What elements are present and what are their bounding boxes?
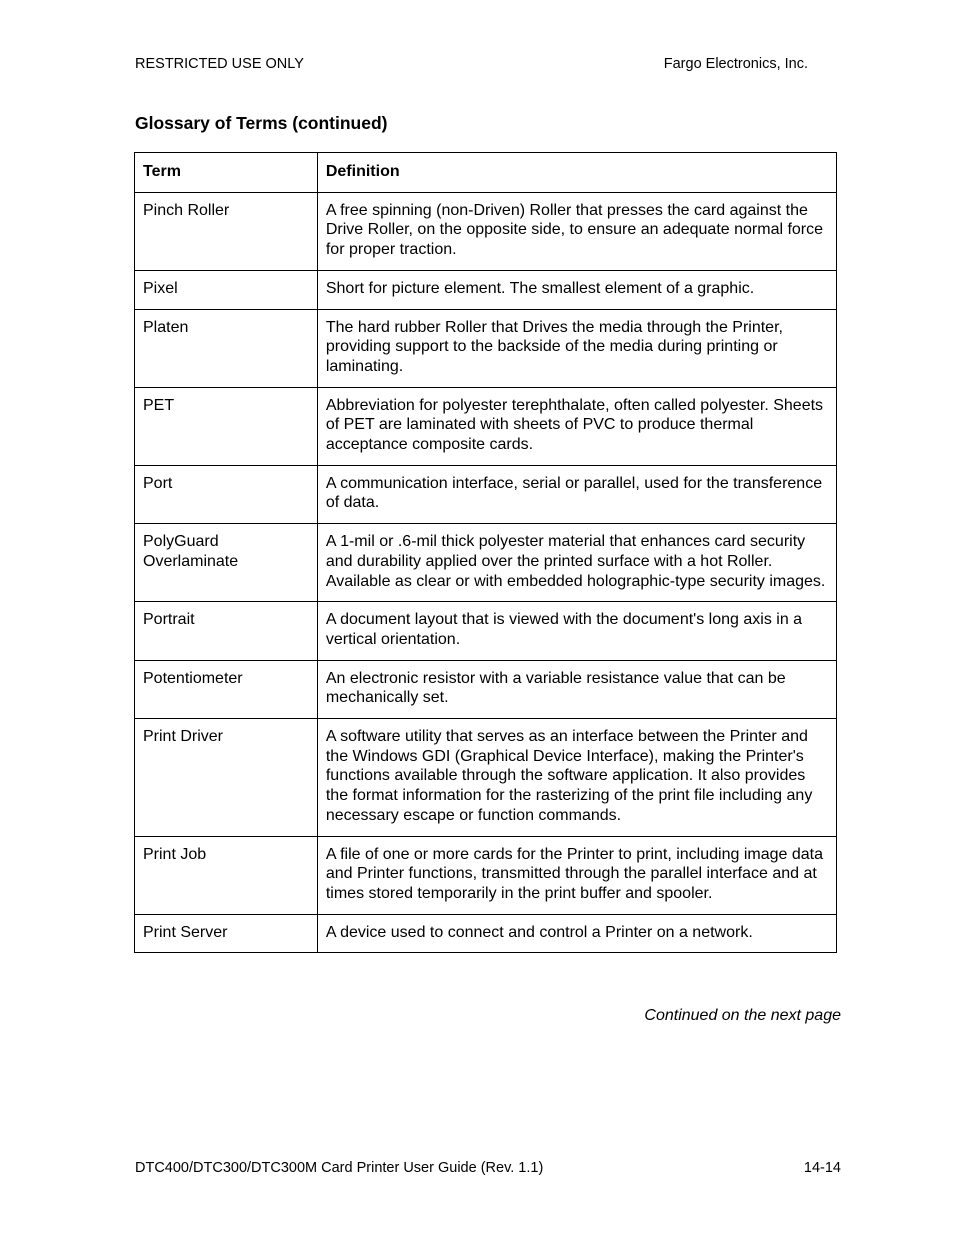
table-row — [135, 602, 837, 660]
column-header-term: Term — [135, 153, 318, 193]
glossary-rows — [135, 192, 837, 953]
column-header-definition: Definition — [317, 153, 836, 193]
definition-cell: A 1-mil or .6-mil thick polyester material that enhances card security and durability applied over the printed surface with a hot Roller. Available as clear or with embedded holographic-type security images. — [317, 524, 836, 602]
table-row — [135, 270, 837, 309]
definition-cell: Short for picture element. The smallest element of a graphic. — [317, 270, 836, 309]
table-row — [135, 660, 837, 718]
continued-note: Continued on the next page — [644, 1007, 841, 1024]
table-header-row — [135, 153, 837, 193]
term-cell: Potentiometer — [135, 660, 318, 718]
term-cell: Print Job — [135, 836, 318, 914]
section-title: Glossary of Terms (continued) — [135, 113, 388, 133]
term-cell: PolyGuard Overlaminate — [135, 524, 318, 602]
table-row — [135, 192, 837, 270]
term-cell: Portrait — [135, 602, 318, 660]
definition-cell: Abbreviation for polyester terephthalate, often called polyester. Sheets of PET are laminated with sheets of PVC to produce thermal acceptance composite cards. — [317, 387, 836, 465]
definition-cell: A file of one or more cards for the Printer to print, including image data and Printer functions, transmitted through the parallel interface and at times stored temporarily in the print buffer and spooler. — [317, 836, 836, 914]
table-row — [135, 914, 837, 953]
footer-document-title: DTC400/DTC300/DTC300M Card Printer User Guide (Rev. 1.1) — [135, 1160, 544, 1176]
definition-cell: The hard rubber Roller that Drives the media through the Printer, providing support to the backside of the media during printing or laminating. — [317, 309, 836, 387]
term-cell: PET — [135, 387, 318, 465]
term-cell: Port — [135, 465, 318, 523]
term-cell: Platen — [135, 309, 318, 387]
footer-page-number: 14-14 — [803, 1160, 841, 1176]
table-row — [135, 719, 837, 837]
table-row — [135, 524, 837, 602]
term-cell: Pinch Roller — [135, 192, 318, 270]
table-row — [135, 836, 837, 914]
definition-cell: An electronic resistor with a variable resistance value that can be mechanically set. — [317, 660, 836, 718]
definition-cell: A communication interface, serial or parallel, used for the transference of data. — [317, 465, 836, 523]
definition-cell: A free spinning (non-Driven) Roller that presses the card against the Drive Roller, on the opposite side, to ensure an adequate normal force for proper traction. — [317, 192, 836, 270]
definition-cell: A software utility that serves as an interface between the Printer and the Windows GDI (Graphical Device Interface), making the Printer's functions available through the software application. It also provides the format information for the rasterizing of the print file including any necessary escape or function commands. — [317, 719, 836, 837]
header-restricted-label: RESTRICTED USE ONLY — [135, 56, 304, 72]
definition-cell: A device used to connect and control a Printer on a network. — [317, 914, 836, 953]
header-company-name: Fargo Electronics, Inc. — [663, 56, 808, 72]
glossary-table — [134, 152, 837, 953]
term-cell: Print Server — [135, 914, 318, 953]
term-cell: Print Driver — [135, 719, 318, 837]
table-row — [135, 387, 837, 465]
table-row — [135, 309, 837, 387]
table-row — [135, 465, 837, 523]
term-cell: Pixel — [135, 270, 318, 309]
definition-cell: A document layout that is viewed with the document's long axis in a vertical orientation. — [317, 602, 836, 660]
